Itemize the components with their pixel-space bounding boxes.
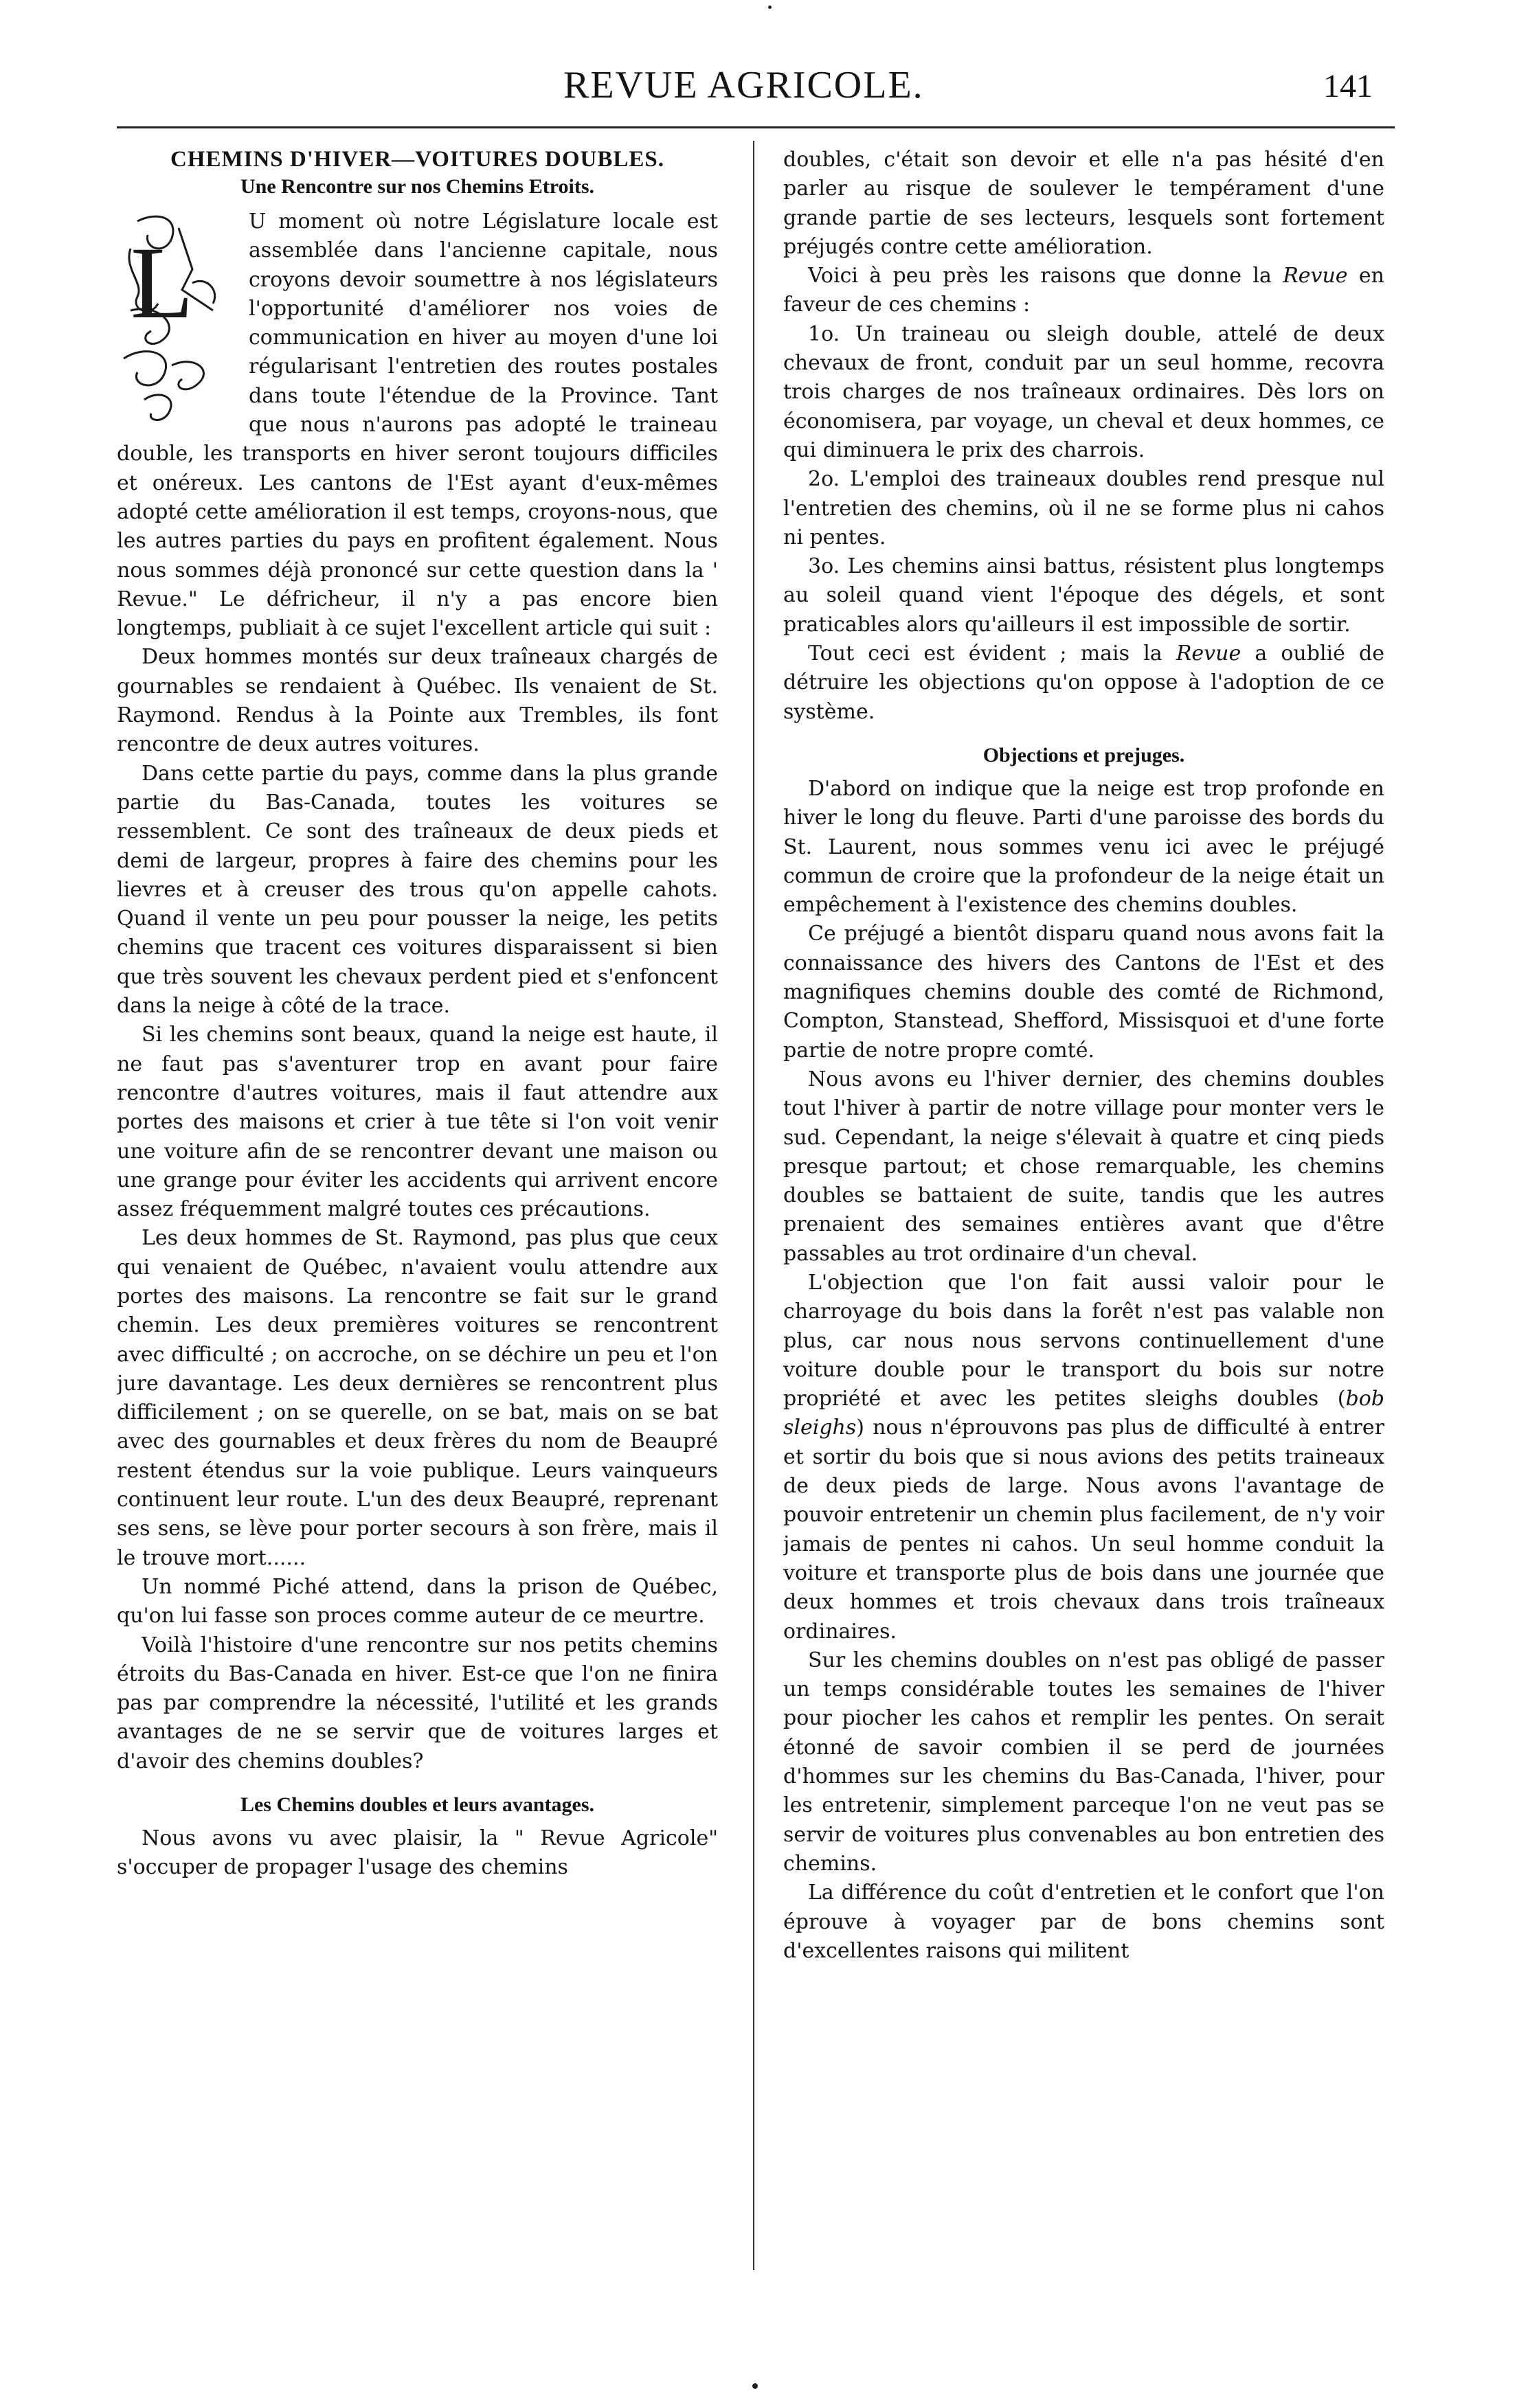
paragraph: Dans cette partie du pays, comme dans la plus grande partie du Bas-Canada, toutes les voitures se ressemblent. Ce sont des traîneaux de deux pieds et demi de largeur, propres à faire des chemins pour les lievres et à creuser des trous qu'on appelle cahots. Quand il vente un peu pour pousser la neige, les petits chemins que tracent ces voitures disparaissent si bien que très souvent les chevaux perdent pied et s'enfoncent dans la neige à côté de la trace. <box>117 761 718 1019</box>
header-rule <box>117 126 1395 128</box>
text-run: a oublié de détruire les objections qu'on oppose à l'adoption de ce système. <box>783 641 1384 724</box>
paragraph: 1o. Un traineau ou sleigh double, attelé de deux chevaux de front, conduit par un seul homme, recovra trois charges de nos traîneaux ordinaires. Dès lors on économisera, par voyage, un cheval et deux hommes, ce qui diminuera le prix des charrois. <box>783 321 1384 462</box>
paragraph: Ce préjugé a bientôt disparu quand nous avons fait la connaissance des hivers des Cantons de l'Est et des magnifiques chemins double des comté de Richmond, Compton, Stanstead, Shefford, Missisquoi et d'une forte partie de notre propre comté. <box>783 922 1384 1063</box>
paragraph: Un nommé Piché attend, dans la prison de Québec, qu'on lui fasse son proces comme auteur de ce meurtre. <box>117 1574 718 1628</box>
text-run: Voici à peu près les raisons que donne la <box>808 264 1283 288</box>
paragraph: Nous avons eu l'hiver dernier, des chemins doubles tout l'hiver à partir de notre village pour monter vers le sud. Cependant, la neige s'élevait à quatre et cinq pieds presque partout; et chose remarquable, les chemins doubles se battaient de suite, tandis que les autres prenaient des semaines entières avant que d'être passables au trot ordinaire d'un cheval. <box>783 1067 1384 1266</box>
ornamental-initial-icon <box>117 207 239 434</box>
paragraph: D'abord on indique que la neige est trop profonde en hiver le long du fleuve. Parti d'une paroisse des bords du St. Laurent, nous sommes venu ici avec le préjugé commun de croire que la profondeur de la neige était un empêchement à l'existence des chemins doubles. <box>783 776 1384 918</box>
text-run: L'objection que l'on fait aussi valoir pour le charroyage du bois dans la forêt n'est pas valable non plus, car nous nous servons continuellement d'une voiture double pour le transport du bois sur notre propriété et avec les petites sleighs doubles ( <box>783 1270 1384 1411</box>
text-run: en faveur de ces chemins : <box>783 264 1384 317</box>
italic-run: bob sleighs <box>783 1387 1384 1440</box>
italic-run: Revue <box>1283 264 1348 288</box>
print-speck <box>752 2383 758 2389</box>
text-run: Tout ceci est évident ; mais la <box>808 641 1176 666</box>
paragraph: Voilà l'histoire d'une rencontre sur nos petits chemins étroits du Bas-Canada en hiver. Est-ce que l'on ne finira pas par comprendre la nécessité, l'utilité et les grands avantages de ne se servir que de voitures larges et d'avoir des chemins doubles? <box>117 1633 718 1773</box>
text-run: ) nous n'éprouvons pas plus de difficulté à entrer et sortir du bois que si nous avions des petits traineaux de deux pieds de large. Nous avons l'avantage de pouvoir entretenir un chemin plus facilement, de n'y voir jamais de pentes ni cahos. Un seul homme conduit la voiture et transporte plus de bois dans une journée que deux hommes et trois chevaux dans trois traîneaux ordinaires. <box>783 1416 1384 1644</box>
column-divider <box>753 141 754 2270</box>
article-subheading: Une Rencontre sur nos Chemins Etroits. <box>240 175 595 198</box>
page-header <box>0 0 1517 124</box>
page-number: 141 <box>1323 68 1373 104</box>
paragraph: Sur les chemins doubles on n'est pas obligé de passer un temps considérable toutes les semaines de l'hiver pour piocher les cahos et remplir les pentes. On serait étonné de savoir combien il se perd de journées d'hommes sur les chemins du Bas-Canada, l'hiver, pour les entretenir, simplement parceque l'on ne veut pas se servir de voitures plus convenables au bon entretien des chemins. <box>783 1648 1384 1876</box>
ornamental-dropcap <box>117 207 239 434</box>
paragraph <box>783 639 1384 727</box>
paragraph: Les deux hommes de St. Raymond, pas plus que ceux qui venaient de Québec, n'avaient voulu attendre aux portes des maisons. La rencontre se fait sur le grand chemin. Les deux premières voitures se rencontrent avec difficulté ; on accroche, on se déchire un peu et l'on jure davantage. Les deux dernières se rencontrent plus difficilement ; on se querelle, on se bat, mais on se bat avec des gournables et deux frères du nom de Beaupré restent étendus sur la voie publique. Leurs vainqueurs continuent leur route. L'un des deux Beaupré, reprenant ses sens, se lève pour porter secours à son frère, mais il le trouve mort...... <box>117 1226 718 1570</box>
paragraph: La différence du coût d'entretien et le confort que l'on éprouve à voyager par de bons chemins sont d'excellentes raisons qui militent <box>783 1881 1384 1963</box>
paragraph: 3o. Les chemins ainsi battus, résistent plus longtemps au soleil quand vient l'époque des dégels, et sont praticables alors qu'ailleurs il est impossible de sortir. <box>783 554 1384 637</box>
section-heading: Les Chemins doubles et leurs avantages. <box>240 1793 595 1817</box>
dropcap-letter: L <box>131 226 194 340</box>
running-title: REVUE AGRICOLE. <box>563 64 924 106</box>
paragraph <box>783 1269 1384 1646</box>
paragraph: Nous avons vu avec plaisir, la " Revue Agricole" s'occuper de propager l'usage des chemins <box>117 1826 718 1880</box>
italic-run: Revue <box>1176 641 1241 666</box>
paragraph <box>783 262 1384 320</box>
paragraph: Deux hommes montés sur deux traîneaux chargés de gournables se rendaient à Québec. Ils venaient de St. Raymond. Rendus à la Pointe aux Trembles, ils font rencontre de deux autres voitures. <box>117 645 718 757</box>
opening-paragraph-block <box>117 207 718 643</box>
paragraph: Si les chemins sont beaux, quand la neige est haute, il ne faut pas s'aventurer trop en avant pour faire rencontre d'autres voitures, mais il faut attendre aux portes des maisons et crier à tue tête si l'on voit venir une voiture afin de se rencontrer devant une maison ou une grange pour éviter les accidents qui arrivent encore assez fréquemment malgré toutes ces précautions. <box>117 1023 718 1222</box>
paragraph: doubles, c'était son devoir et elle n'a pas hésité d'en parler au risque de soulever le tempérament d'une grande partie de ses lecteurs, lesquels sont fortement préjugés contre cette amélioration. <box>783 148 1384 259</box>
section-heading: Objections et prejuges. <box>982 743 1185 766</box>
paragraph: 2o. L'emploi des traineaux doubles rend presque nul l'entretien des chemins, où il ne se forme plus ni cahos ni pentes. <box>783 467 1384 549</box>
article-heading: CHEMINS D'HIVER—VOITURES DOUBLES. <box>170 147 665 172</box>
left-column <box>117 146 718 2284</box>
right-column <box>783 146 1384 2284</box>
paragraph: U moment où notre Législature locale est assemblée dans l'ancienne capitale, nous croyons devoir soumettre à nos législateurs l'opportunité d'améliorer nos voies de communication en hiver au moyen d'une loi régularisant l'entretien des routes postales dans toute l'étendue de la Province. Tant que nous n'aurons pas adopté le traineau double, les transports en hiver seront toujours difficiles et onéreux. Les cantons de l'Est ayant d'eux-mêmes adopté cette amélioration il est temps, croyons-nous, que les autres parties du pays en profitent également. Nous nous sommes déjà prononcé sur cette question dans la ' Revue." Le défricheur, il n'y a pas encore bien longtemps, publiait à ce sujet l'excellent article qui suit : <box>117 209 718 641</box>
